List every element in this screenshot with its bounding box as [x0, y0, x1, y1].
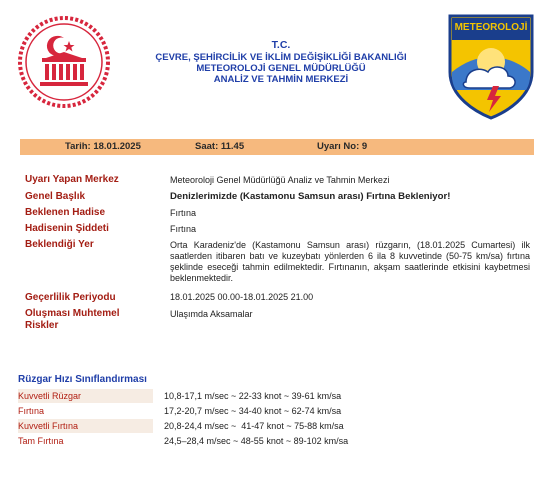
meteoroloji-shield-icon — [446, 12, 536, 122]
field-value: Fırtına — [170, 208, 197, 218]
wind-class-name: Fırtına — [18, 406, 45, 416]
warning-time: Saat: 11.45 — [195, 141, 245, 152]
wind-classification-table — [18, 389, 534, 449]
meteoroloji-logo-text: METEOROLOJİ — [454, 22, 528, 33]
wind-class-name: Kuvvetli Rüzgar — [18, 389, 153, 403]
wind-class-range: 10,8-17,1 m/sec ~ 22-33 knot ~ 39-61 km/sa — [164, 391, 342, 401]
field-label: Uyarı Yapan Merkez — [25, 174, 119, 185]
wind-classification-title: Rüzgar Hızı Sınıflandırması — [18, 374, 147, 385]
field-label: Beklenen Hadise — [25, 207, 106, 218]
header-line-ministry: ÇEVRE, ŞEHİRCİLİK VE İKLİM DEĞİŞİKLİĞİ BAKANLIĞI — [155, 52, 407, 63]
field-label: Geçerlilik Periyodu — [25, 292, 116, 303]
wind-class-range: 24,5–28,4 m/sec ~ 48-55 knot ~ 89-102 km/sa — [164, 436, 349, 446]
warning-number: Uyarı No: 9 — [317, 141, 368, 152]
header-line-center: ANALİZ VE TAHMİN MERKEZİ — [213, 74, 349, 85]
field-value: Denizlerimizde (Kastamonu Samsun arası) Fırtına Bekleniyor! — [170, 191, 451, 202]
wind-class-range: 20,8-24,4 m/sec ~ 41-47 knot ~ 75-88 km/sa — [164, 421, 344, 431]
wind-class-range: 17,2-20,7 m/sec ~ 34-40 knot ~ 62-74 km/sa — [164, 406, 342, 416]
ministry-emblem-icon — [16, 14, 112, 110]
field-label: Beklendiği Yer — [25, 239, 94, 250]
field-value: Orta Karadeniz'de (Kastamonu Samsun arası) rüzgarın, (18.01.2025 Cumartesi) ilk saatlerden itibaren batı ve kuzeybatı yönlerden 6 ila 8 kuvvetinde (50-75 km/sa) fırtına şeklinde eseceği tahmin edilmektedir. Fırtınanın, akşam saatlerinde etkisini kaybetmesi beklenmektedir. — [170, 240, 530, 283]
warning-date: Tarih: 18.01.2025 — [65, 141, 141, 152]
wind-row — [18, 419, 534, 434]
field-value: Ulaşımda Aksamalar — [170, 309, 253, 319]
header-line-tc: T.C. — [271, 39, 291, 51]
field-label: Hadisenin Şiddeti — [25, 223, 109, 234]
wind-row — [18, 389, 534, 404]
field-label: Genel Başlık — [25, 191, 86, 202]
field-label: Oluşması Muhtemel Riskler — [25, 308, 120, 331]
wind-class-name: Kuvvetli Fırtına — [18, 419, 153, 433]
field-value: 18.01.2025 00.00-18.01.2025 21.00 — [170, 292, 314, 302]
field-value: Fırtına — [170, 224, 197, 234]
header-title-block — [120, 40, 442, 85]
field-value: Meteoroloji Genel Müdürlüğü Analiz ve Tahmin Merkezi — [170, 175, 390, 185]
warning-info-bar — [20, 139, 534, 155]
wind-row — [18, 434, 534, 449]
wind-row — [18, 404, 534, 419]
wind-class-name: Tam Fırtına — [18, 436, 64, 446]
header-line-directorate: METEOROLOJİ GENEL MÜDÜRLÜĞÜ — [196, 63, 366, 74]
